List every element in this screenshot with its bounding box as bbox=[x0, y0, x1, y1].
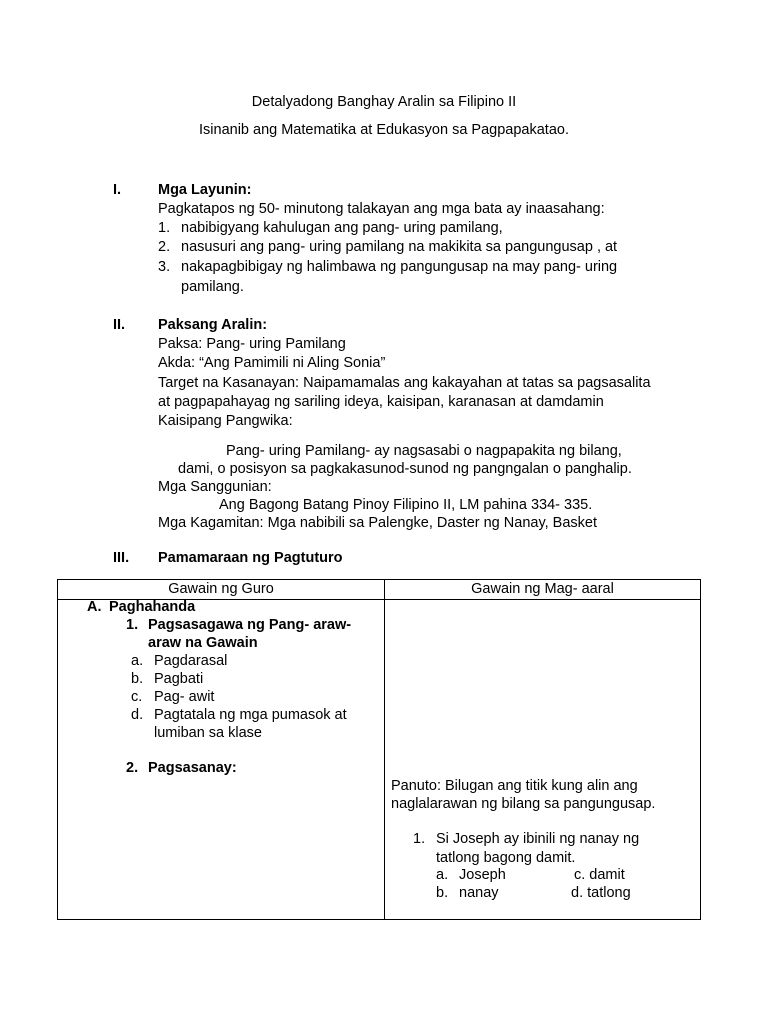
question-text-continued: tatlong bagong damit. bbox=[436, 850, 576, 866]
substep-1-text: Pagsasagawa ng Pang- araw- bbox=[148, 617, 352, 633]
question-text: Si Joseph ay ibinili ng nanay ng bbox=[436, 831, 640, 847]
substep-1-text-continued: araw na Gawain bbox=[148, 635, 258, 651]
paksa-line: Paksa: Pang- uring Pamilang bbox=[158, 336, 346, 352]
choice-text: nanay bbox=[459, 885, 499, 901]
step-a-text: Paghahanda bbox=[109, 599, 196, 615]
document-subtitle: Isinanib ang Matematika at Edukasyon sa Pagpapakatao. bbox=[199, 122, 569, 138]
choice-text: d. tatlong bbox=[571, 885, 631, 901]
objective-text: nabibigyang kahulugan ang pang- uring pamilang, bbox=[181, 220, 503, 236]
activity-label: b. bbox=[131, 671, 144, 687]
activity-text: Pagbati bbox=[154, 671, 204, 687]
objectives-intro: Pagkatapos ng 50- minutong talakayan ang mga bata ay inaasahang: bbox=[158, 201, 605, 217]
panuto-line: Panuto: Bilugan ang titik kung alin ang bbox=[391, 778, 638, 794]
section-2-numeral: II. bbox=[113, 317, 126, 333]
section-3-numeral: III. bbox=[113, 550, 130, 566]
choice-text: Joseph bbox=[459, 867, 506, 883]
choice-text: c. damit bbox=[574, 867, 625, 883]
sanggunian-reference: Ang Bagong Batang Pinoy Filipino II, LM pahina 334- 335. bbox=[219, 497, 593, 513]
sanggunian-label: Mga Sanggunian: bbox=[158, 479, 272, 495]
panuto-line-continued: naglalarawan ng bilang sa pangungusap. bbox=[391, 796, 656, 812]
activity-text: Pagdarasal bbox=[154, 653, 228, 669]
objective-text: nakapagbibigay ng halimbawa ng pangungusap na may pang- uring bbox=[181, 259, 618, 275]
activity-label: a. bbox=[131, 653, 144, 669]
target-line-continued: at pagpapahayag ng sariling ideya, kaisipan, karanasan at damdamin bbox=[158, 394, 604, 410]
step-a-label: A. bbox=[87, 599, 102, 615]
substep-1-label: 1. bbox=[126, 617, 139, 633]
kaisipan-label: Kaisipang Pangwika: bbox=[158, 413, 293, 429]
section-1-heading: Mga Layunin: bbox=[158, 182, 252, 198]
kagamitan-line: Mga Kagamitan: Mga nabibili sa Palengke, Daster ng Nanay, Basket bbox=[158, 515, 598, 531]
objective-text: nasusuri ang pang- uring pamilang na makikita sa pangungusap , at bbox=[181, 239, 618, 255]
activity-text: Pagtatala ng mga pumasok at bbox=[154, 707, 347, 723]
table-column-divider bbox=[384, 580, 385, 919]
column-header-magaaral: Gawain ng Mag- aaral bbox=[471, 581, 614, 597]
substep-2-text: Pagsasanay: bbox=[148, 760, 237, 776]
definition-line-continued: dami, o posisyon sa pagkakasunod-sunod ng pangngalan o panghalip. bbox=[178, 461, 632, 477]
activity-label: d. bbox=[131, 707, 144, 723]
activity-text: Pag- awit bbox=[154, 689, 215, 705]
target-line: Target na Kasanayan: Naipamamalas ang kakayahan at tatas sa pagsasalita bbox=[158, 375, 651, 391]
section-2-heading: Paksang Aralin: bbox=[158, 317, 268, 333]
objective-number: 1. bbox=[158, 220, 171, 236]
objective-number: 2. bbox=[158, 239, 171, 255]
choice-label: a. bbox=[436, 867, 449, 883]
objective-number: 3. bbox=[158, 259, 171, 275]
section-1-numeral: I. bbox=[113, 182, 122, 198]
substep-2-label: 2. bbox=[126, 760, 139, 776]
procedure-table bbox=[57, 579, 701, 920]
choice-label: b. bbox=[436, 885, 449, 901]
column-header-guro: Gawain ng Guro bbox=[168, 581, 274, 597]
akda-line: Akda: “Ang Pamimili ni Aling Sonia” bbox=[158, 355, 386, 371]
definition-line: Pang- uring Pamilang- ay nagsasabi o nagpapakita ng bilang, bbox=[226, 443, 622, 459]
document-title: Detalyadong Banghay Aralin sa Filipino II bbox=[251, 94, 517, 110]
activity-text-continued: lumiban sa klase bbox=[154, 725, 262, 741]
section-3-heading: Pamamaraan ng Pagtuturo bbox=[158, 550, 343, 566]
question-number: 1. bbox=[413, 831, 426, 847]
objective-text-continued: pamilang. bbox=[181, 279, 244, 295]
activity-label: c. bbox=[131, 689, 143, 705]
